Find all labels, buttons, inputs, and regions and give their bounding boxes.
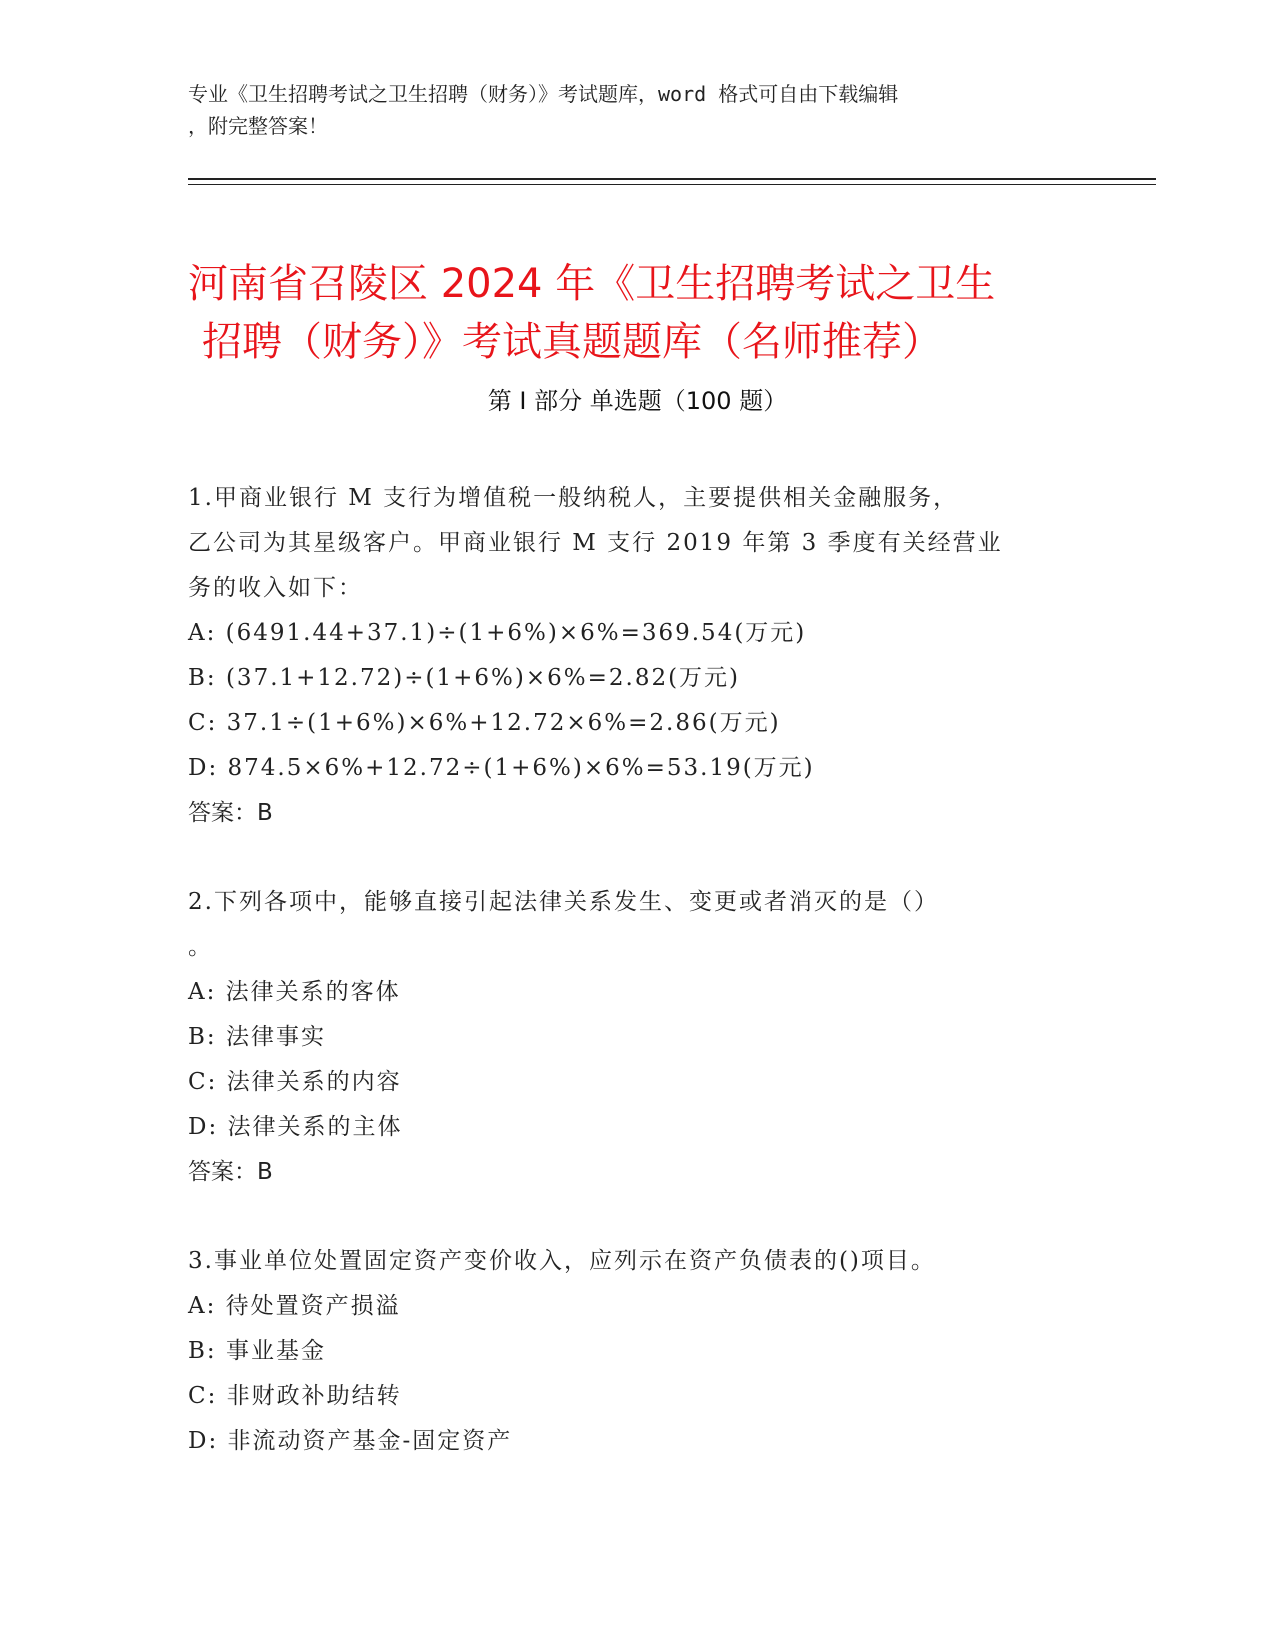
answer-option: A: (6491.44+37.1)÷(1+6%)×6%=369.54(万元) <box>188 620 807 646</box>
answer-option: D: 非流动资产基金-固定资产 <box>188 1428 513 1454</box>
question-stem-line: 乙公司为其星级客户。甲商业银行 M 支行 2019 年第 3 季度有关经营业 <box>188 530 1003 556</box>
answer-option: A: 法律关系的客体 <box>188 979 401 1005</box>
answer-key: 答案：B <box>188 800 273 826</box>
question-3 <box>188 1239 1088 1464</box>
header-note-line-2: ，附完整答案！ <box>188 114 328 138</box>
question-stem-line: 3.事业单位处置固定资产变价收入，应列示在资产负债表的()项目。 <box>188 1248 936 1274</box>
question-stem-line: 。 <box>188 934 213 960</box>
answer-option: B: 法律事实 <box>188 1024 326 1050</box>
answer-key: 答案：B <box>188 1159 273 1185</box>
answer-option: C: 非财政补助结转 <box>188 1383 402 1409</box>
document-title-line-1: 河南省召陵区 2024 年《卫生招聘考试之卫生 <box>188 260 996 307</box>
answer-option: C: 法律关系的内容 <box>188 1069 402 1095</box>
question-list <box>188 476 1088 1508</box>
question-stem-line: 务的收入如下： <box>188 575 363 601</box>
section-heading: 第 I 部分 单选题（100 题） <box>487 387 788 415</box>
answer-option: A: 待处置资产损溢 <box>188 1293 401 1319</box>
question-2 <box>188 880 1088 1195</box>
question-stem-line: 2.下列各项中，能够直接引起法律关系发生、变更或者消灭的是（） <box>188 889 939 915</box>
question-1 <box>188 476 1088 836</box>
header-note-line-1: 专业《卫生招聘考试之卫生招聘（财务）》考试题库，word 格式可自由下载编辑 <box>188 82 899 106</box>
header-note <box>188 78 1088 142</box>
document-title <box>188 255 1128 371</box>
header-rule-thick <box>188 178 1156 180</box>
header-rule-thin <box>188 184 1156 185</box>
answer-option: B: (37.1+12.72)÷(1+6%)×6%=2.82(万元) <box>188 665 741 691</box>
document-title-line-2: 招聘（财务）》考试真题题库（名师推荐） <box>202 318 942 365</box>
answer-option: D: 874.5×6%+12.72÷(1+6%)×6%=53.19(万元) <box>188 755 815 781</box>
answer-option: D: 法律关系的主体 <box>188 1114 403 1140</box>
question-stem-line: 1.甲商业银行 M 支行为增值税一般纳税人，主要提供相关金融服务， <box>188 485 959 511</box>
answer-option: B: 事业基金 <box>188 1338 326 1364</box>
answer-option: C: 37.1÷(1+6%)×6%+12.72×6%=2.86(万元) <box>188 710 781 736</box>
